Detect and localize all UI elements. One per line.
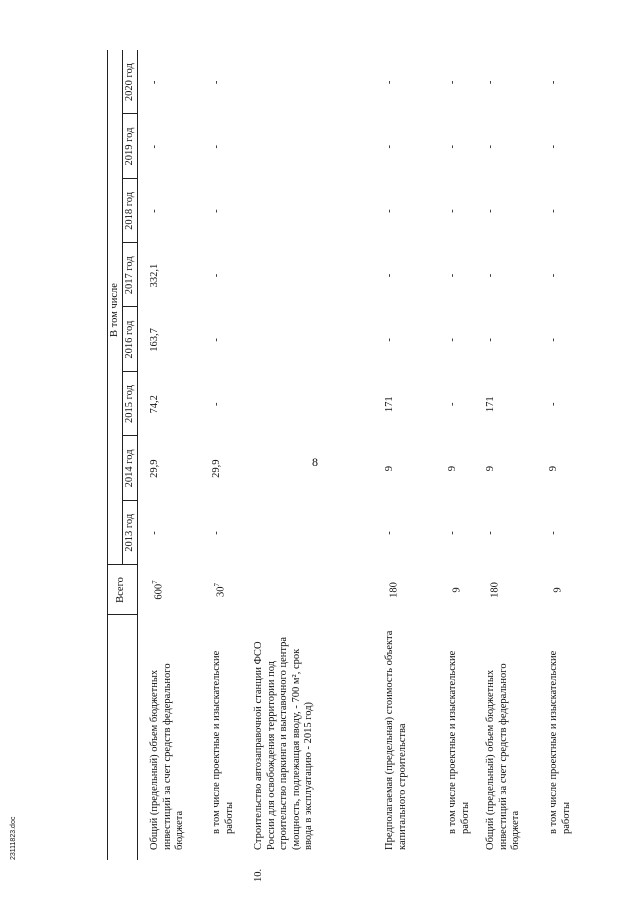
row-year-value: -: [384, 80, 395, 85]
row-year-value: -: [447, 145, 458, 149]
row-year-value: -: [447, 209, 458, 213]
row-year-value: 163,7: [149, 328, 160, 352]
row-total-value: 9: [552, 587, 564, 593]
row-label: Общий (предельный) объем бюджетных инвестиций за счет средств федерального бюджета: [149, 663, 186, 850]
row-label: Строительство автозаправочной станции ФСО России для освобождения территории под строительство паркинга и выставочного центра (мощность, подлежащая вводу, - 700 м², срок ввода в эксплуатацию - 2015 год): [253, 637, 315, 850]
row-year-value: -: [548, 402, 559, 406]
year-header: 2015 год: [124, 385, 135, 424]
row-year-value: -: [485, 209, 496, 213]
year-header: 2020 год: [124, 63, 135, 102]
row-number: 10.: [253, 868, 264, 882]
row-year-value: -: [211, 531, 222, 535]
header-bottom-border: [137, 50, 138, 860]
row-total: [384, 570, 401, 610]
row-year-value: -: [548, 145, 559, 149]
row-year-value: 74,2: [149, 395, 160, 414]
row-year-value: -: [384, 273, 395, 278]
row-total-value: 30: [215, 586, 227, 597]
row-year-value: -: [211, 338, 222, 342]
header-subdivider: [122, 50, 123, 565]
row-year-value: -: [485, 531, 496, 535]
row-label: Предполагаемая (предельная) стоимость объекта капитального строительства: [384, 630, 408, 850]
row-year-value: -: [149, 80, 160, 85]
total-header: Всего: [115, 577, 126, 603]
row-year-value: 9: [548, 466, 559, 472]
row-year-value: -: [447, 273, 458, 278]
row-total: [211, 570, 228, 610]
row-year-value: -: [384, 338, 395, 342]
year-header: 2017 год: [124, 256, 135, 295]
table-top-border: [107, 50, 108, 860]
row-total-footnote: 7: [151, 580, 159, 584]
row-year-value: 9: [384, 466, 395, 472]
row-year-value: 332,1: [149, 263, 160, 288]
row-total-footnote: 7: [213, 583, 221, 587]
budget-table: [107, 50, 640, 882]
row-total: [149, 570, 166, 610]
row-label: в том числе проектные и изыскательские работы: [548, 650, 572, 834]
row-year-value: -: [384, 145, 395, 149]
row-year-value: -: [384, 531, 395, 535]
row-year-value: -: [384, 209, 395, 213]
row-year-value: -: [211, 80, 222, 85]
row-year-value: 171: [384, 396, 395, 413]
row-year-value: 9: [485, 466, 496, 472]
year-header: 2016 год: [124, 320, 135, 359]
row-year-value: 171: [485, 396, 496, 413]
row-year-value: -: [149, 531, 160, 535]
row-year-value: -: [485, 338, 496, 342]
footer-filename: 23111823.doc: [10, 816, 17, 860]
page-number: 8: [312, 455, 318, 469]
row-year-value: -: [548, 80, 559, 85]
row-total-value: 9: [451, 587, 463, 593]
row-year-value: -: [211, 209, 222, 213]
row-year-value: 9: [447, 466, 458, 472]
row-total-value: 180: [388, 582, 400, 598]
row-total: [447, 570, 464, 610]
year-header: 2018 год: [124, 191, 135, 230]
row-year-value: -: [485, 145, 496, 149]
row-total-value: 600: [153, 583, 165, 600]
row-total: [548, 570, 565, 610]
row-year-value: -: [447, 338, 458, 342]
row-year-value: 29,9: [211, 459, 222, 478]
year-header: 2013 год: [124, 513, 135, 552]
row-year-value: -: [548, 531, 559, 535]
row-label: в том числе проектные и изыскательские работы: [447, 650, 471, 834]
row-year-value: -: [548, 273, 559, 278]
row-year-value: 29,9: [149, 459, 160, 478]
row-year-value: -: [211, 402, 222, 406]
row-total: [485, 570, 502, 610]
year-header: 2019 год: [124, 127, 135, 166]
row-year-value: -: [211, 145, 222, 149]
row-label: в том числе проектные и изыскательские работы: [211, 650, 235, 834]
row-year-value: -: [447, 80, 458, 85]
including-header: В том числе: [109, 283, 120, 337]
row-year-value: -: [149, 209, 160, 213]
label-column-divider: [107, 614, 137, 615]
row-year-value: -: [447, 402, 458, 406]
row-year-value: -: [211, 273, 222, 278]
row-year-value: -: [485, 80, 496, 85]
row-year-value: -: [485, 273, 496, 278]
row-year-value: -: [548, 338, 559, 342]
row-year-value: -: [447, 531, 458, 535]
row-label: Общий (предельный) объем бюджетных инвестиций за счет средств федерального бюджета: [485, 663, 522, 850]
year-header: 2014 год: [124, 449, 135, 488]
row-year-value: -: [548, 209, 559, 213]
row-year-value: -: [149, 145, 160, 149]
row-total-value: 180: [489, 582, 501, 598]
